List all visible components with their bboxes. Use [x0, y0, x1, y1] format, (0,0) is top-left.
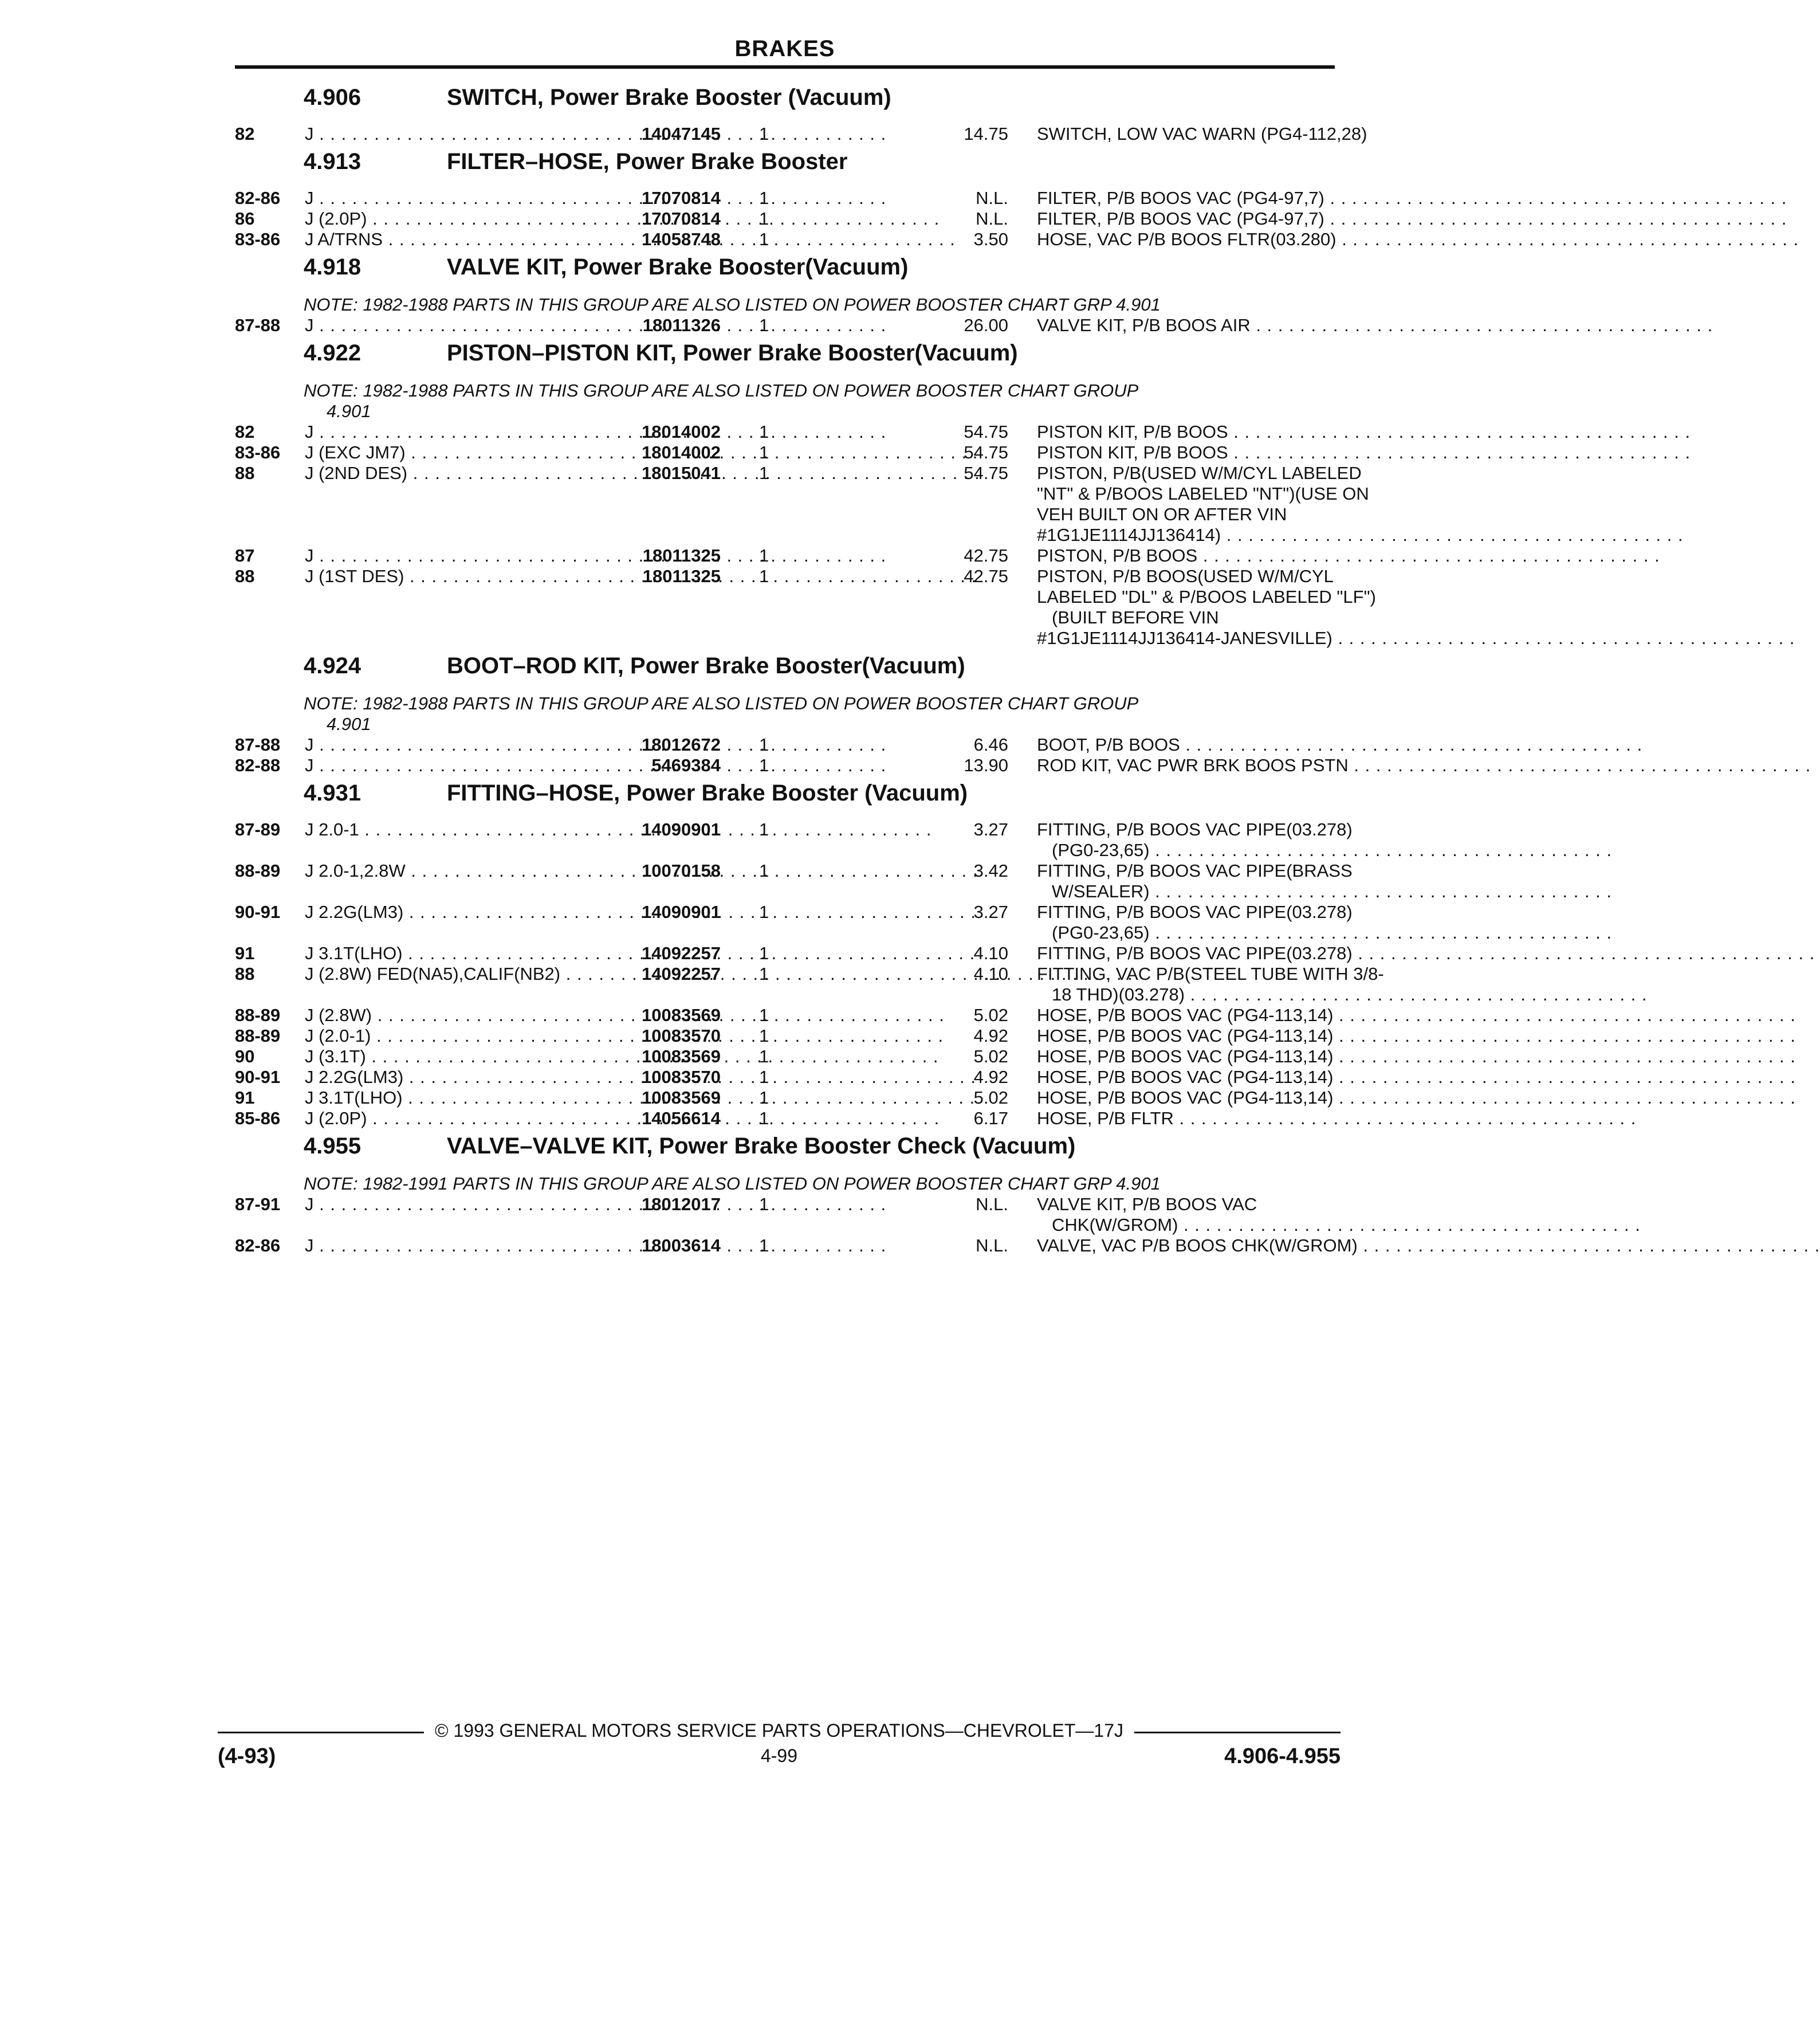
model-years: 90 [235, 1046, 255, 1066]
description-line: HOSE, P/B BOOS VAC (PG4-113,14) . . . [1037, 1088, 1335, 1108]
application: J (3.1T) . . . [305, 1046, 620, 1067]
model-years: 87-88 [235, 315, 281, 335]
description-line: FITTING, P/B BOOS VAC PIPE(03.278) . . . [1037, 943, 1335, 964]
model-years: 82 [235, 422, 255, 442]
application: J . . . [305, 735, 620, 755]
part-description [1037, 1108, 1335, 1129]
part-row [235, 1088, 1335, 1108]
note-line: NOTE: 1982-1988 PARTS IN THIS GROUP ARE ALSO LISTED ON POWER BOOSTER CHART GROUP [304, 693, 1139, 713]
model-years: 88-89 [235, 1026, 281, 1046]
price: 4.92 [973, 1067, 1008, 1087]
part-row [235, 442, 1335, 463]
note-line: 4.901 [327, 714, 371, 734]
section-heading [235, 80, 1335, 124]
application: J (EXC JM7) . . . [305, 442, 620, 463]
part-number: 14047145 [642, 124, 721, 144]
part-row [235, 1235, 1358, 1256]
page-footer [218, 1719, 1341, 1773]
group-number: 4.955 [304, 1133, 361, 1159]
part-description [1037, 315, 1335, 336]
part-description [1037, 1026, 1335, 1046]
quantity: 1 [759, 315, 769, 335]
application: J 3.1T(LHO) . . . [305, 1088, 620, 1108]
price: N.L. [976, 1194, 1008, 1214]
model-years: 86 [235, 209, 255, 229]
quantity: 1 [759, 1194, 769, 1214]
price: N.L. [976, 209, 1008, 229]
part-number: 10083569 [642, 1088, 721, 1108]
quantity: 1 [759, 1046, 769, 1066]
quantity: 1 [759, 566, 769, 586]
model-years: 87-91 [235, 1194, 281, 1214]
part-row [235, 1194, 1335, 1235]
part-number: 10083569 [642, 1046, 721, 1066]
quantity: 1 [759, 861, 769, 881]
description-line: (BUILT BEFORE VIN [1052, 607, 1219, 627]
application: J (2.0P) . . . [305, 209, 620, 229]
model-years: 87-88 [235, 735, 281, 755]
description-line: HOSE, P/B BOOS VAC (PG4-113,14) . . . [1037, 1067, 1335, 1088]
application: J (2.0P) . . . [305, 1108, 620, 1129]
part-number: 5469384 [651, 755, 721, 775]
price: 13.90 [964, 755, 1008, 775]
quantity: 1 [759, 1088, 769, 1108]
part-row [235, 209, 1335, 229]
footer-copyright-line [218, 1719, 1341, 1744]
description-line: PISTON, P/B BOOS . . . [1037, 546, 1335, 566]
part-row [235, 124, 1367, 144]
catalog-section [235, 776, 1384, 1129]
description-line: FITTING, P/B BOOS VAC PIPE(BRASS [1037, 861, 1353, 881]
price: 6.17 [973, 1108, 1008, 1128]
part-number: 14090901 [642, 902, 721, 922]
model-years: 82-86 [235, 1235, 281, 1255]
quantity: 1 [759, 1235, 769, 1255]
part-row [235, 1067, 1335, 1088]
price: 5.02 [973, 1046, 1008, 1066]
model-years: 85-86 [235, 1108, 281, 1128]
description-line: W/SEALER) . . . [1037, 881, 1335, 902]
group-number: 4.906 [304, 85, 361, 110]
part-row [235, 422, 1335, 442]
part-description [1037, 819, 1353, 861]
price: 54.75 [964, 422, 1008, 442]
part-description [1037, 1088, 1335, 1108]
quantity: 1 [759, 964, 769, 984]
price: 42.75 [964, 566, 1008, 586]
application: J A/TRNS . . . [305, 229, 620, 250]
model-years: 88-89 [235, 1005, 281, 1025]
description-line: HOSE, P/B FLTR . . . [1037, 1108, 1335, 1129]
quantity: 1 [759, 229, 769, 249]
quantity: 1 [759, 755, 769, 775]
parts-catalog [235, 80, 1384, 1256]
application: J . . . [305, 1194, 620, 1215]
part-description [1037, 964, 1384, 1005]
price: 42.75 [964, 546, 1008, 566]
application: J . . . [305, 422, 620, 442]
part-row [235, 315, 1335, 336]
group-number: 4.913 [304, 149, 361, 174]
quantity: 1 [759, 442, 769, 462]
section-heading [235, 144, 1335, 188]
note-line: NOTE: 1982-1988 PARTS IN THIS GROUP ARE ALSO LISTED ON POWER BOOSTER CHART GROUP [304, 380, 1139, 401]
application: J 2.0-1,2.8W . . . [305, 861, 620, 881]
note-line: NOTE: 1982-1988 PARTS IN THIS GROUP ARE ALSO LISTED ON POWER BOOSTER CHART GRP 4.901 [304, 295, 1161, 315]
part-description [1037, 1235, 1358, 1256]
description-line: FILTER, P/B BOOS VAC (PG4-97,7) . . . [1037, 188, 1335, 209]
quantity: 1 [759, 422, 769, 442]
description-line: FITTING, VAC P/B(STEEL TUBE WITH 3/8- [1037, 964, 1384, 984]
part-description [1037, 1194, 1335, 1235]
application: J (2.8W) FED(NA5),CALIF(NB2) . . . [305, 964, 620, 984]
part-description [1037, 124, 1367, 144]
application: J . . . [305, 1235, 620, 1256]
date-code: (4-93) [218, 1744, 276, 1768]
group-title: SWITCH, Power Brake Booster (Vacuum) [447, 85, 891, 110]
part-description [1037, 1067, 1335, 1088]
group-title: BOOT–ROD KIT, Power Brake Booster(Vacuum) [447, 653, 965, 678]
description-line: VALVE, VAC P/B BOOS CHK(W/GROM) . . . [1037, 1235, 1335, 1256]
description-line: 18 THD)(03.278) . . . [1037, 984, 1335, 1005]
price: 5.02 [973, 1005, 1008, 1025]
part-number: 14056614 [642, 1108, 721, 1128]
part-number: 14058748 [642, 229, 721, 249]
group-title: PISTON–PISTON KIT, Power Brake Booster(Vacuum) [447, 340, 1018, 366]
section-note [304, 293, 1335, 315]
application: J 2.2G(LM3) . . . [305, 902, 620, 923]
quantity: 1 [759, 463, 769, 483]
part-number: 18003614 [642, 1235, 721, 1255]
application: J . . . [305, 755, 620, 776]
group-number: 4.922 [304, 340, 361, 366]
section-note [304, 1172, 1335, 1194]
catalog-section [235, 1129, 1358, 1256]
description-line: HOSE, P/B BOOS VAC (PG4-113,14) . . . [1037, 1046, 1335, 1067]
quantity: 1 [759, 735, 769, 755]
price: 3.50 [973, 229, 1008, 249]
part-row [235, 188, 1335, 209]
group-number: 4.924 [304, 653, 361, 678]
application: J (2ND DES) . . . [305, 463, 620, 484]
part-row [235, 943, 1353, 964]
part-number: 18011325 [642, 566, 721, 586]
section-heading [235, 250, 1335, 293]
copyright-notice: © 1993 GENERAL MOTORS SERVICE PARTS OPERATIONS—CHEVROLET—17J [435, 1720, 1123, 1741]
part-number: 10083570 [642, 1067, 721, 1087]
catalog-section [235, 80, 1367, 144]
group-title: VALVE–VALVE KIT, Power Brake Booster Check (Vacuum) [447, 1133, 1076, 1159]
part-number: 18015041 [642, 463, 721, 483]
note-line: NOTE: 1982-1991 PARTS IN THIS GROUP ARE ALSO LISTED ON POWER BOOSTER CHART GRP 4.901 [304, 1174, 1161, 1194]
quantity: 1 [759, 188, 769, 208]
description-line: SWITCH, LOW VAC WARN (PG4-112,28) [1037, 124, 1367, 144]
model-years: 83-86 [235, 229, 281, 249]
part-description [1037, 422, 1335, 442]
part-description [1037, 442, 1335, 463]
price: 54.75 [964, 463, 1008, 483]
page-title: BRAKES [734, 36, 835, 61]
application: J . . . [305, 315, 620, 336]
quantity: 1 [759, 1108, 769, 1128]
catalog-section [235, 649, 1349, 776]
catalog-section [235, 336, 1376, 649]
part-row [235, 1026, 1335, 1046]
price: 4.10 [973, 964, 1008, 984]
description-line: VEH BUILT ON OR AFTER VIN [1037, 504, 1287, 524]
description-line: HOSE, P/B BOOS VAC (PG4-113,14) . . . [1037, 1026, 1335, 1046]
section-note [304, 692, 1335, 735]
price: 54.75 [964, 442, 1008, 462]
quantity: 1 [759, 819, 769, 839]
model-years: 88-89 [235, 861, 281, 881]
footer-rule-right [1134, 1732, 1341, 1733]
description-line: CHK(W/GROM) . . . [1037, 1215, 1335, 1235]
part-row [235, 546, 1335, 566]
description-line: (PG0-23,65) . . . [1037, 840, 1335, 861]
description-line: HOSE, VAC P/B BOOS FLTR(03.280) . . . [1037, 229, 1335, 250]
description-line: LABELED "DL" & P/BOOS LABELED "LF") [1037, 587, 1376, 607]
part-number: 10083569 [642, 1005, 721, 1025]
application: J 2.2G(LM3) . . . [305, 1067, 620, 1088]
group-range: 4.906-4.955 [1224, 1744, 1341, 1768]
description-line: BOOT, P/B BOOS . . . [1037, 735, 1335, 755]
application: J (2.8W) . . . [305, 1005, 620, 1026]
part-row [235, 902, 1353, 943]
page-header [235, 34, 1335, 69]
quantity: 1 [759, 1005, 769, 1025]
header-rule [235, 65, 1335, 69]
part-row [235, 1046, 1335, 1067]
application: J . . . [305, 546, 620, 566]
page-number: 4-99 [760, 1745, 798, 1766]
part-description [1037, 546, 1335, 566]
part-number: 18014002 [642, 422, 721, 442]
price: 3.27 [973, 902, 1008, 922]
description-line: VALVE KIT, P/B BOOS AIR . . . [1037, 315, 1335, 336]
description-line: PISTON, P/B(USED W/M/CYL LABELED [1037, 463, 1362, 483]
quantity: 1 [759, 943, 769, 963]
part-number: 10070158 [642, 861, 721, 881]
quantity: 1 [759, 124, 769, 144]
model-years: 82-86 [235, 188, 281, 208]
description-line: #1G1JE1114JJ136414-JANESVILLE) . . . [1037, 628, 1335, 649]
quantity: 1 [759, 902, 769, 922]
footer-bottom [218, 1744, 1341, 1773]
price: 3.27 [973, 819, 1008, 839]
price: 4.10 [973, 943, 1008, 963]
part-description [1037, 861, 1353, 902]
part-number: 14090901 [642, 819, 721, 839]
description-line: PISTON, P/B BOOS(USED W/M/CYL [1037, 566, 1334, 586]
part-description [1037, 943, 1353, 964]
part-number: 17070814 [642, 209, 721, 229]
part-number: 17070814 [642, 188, 721, 208]
part-row [235, 463, 1369, 546]
note-line: 4.901 [327, 401, 371, 421]
description-line: (PG0-23,65) . . . [1037, 923, 1335, 943]
price: 5.02 [973, 1088, 1008, 1108]
group-number: 4.918 [304, 254, 361, 280]
catalog-section [235, 250, 1335, 336]
description-line: VALVE KIT, P/B BOOS VAC [1037, 1194, 1257, 1214]
model-years: 82-88 [235, 755, 281, 775]
section-heading [235, 1129, 1335, 1172]
part-description [1037, 1005, 1335, 1026]
part-row [235, 735, 1335, 755]
model-years: 83-86 [235, 442, 281, 462]
group-title: FITTING–HOSE, Power Brake Booster (Vacuum) [447, 780, 968, 806]
group-title: FILTER–HOSE, Power Brake Booster [447, 149, 848, 174]
model-years: 88 [235, 964, 255, 984]
description-line: PISTON KIT, P/B BOOS . . . [1037, 422, 1335, 442]
section-heading [235, 649, 1335, 692]
part-row [235, 861, 1353, 902]
part-number: 14092257 [642, 943, 721, 963]
model-years: 90-91 [235, 902, 281, 922]
part-number: 14092257 [642, 964, 721, 984]
part-row [235, 819, 1353, 861]
part-description [1037, 463, 1369, 546]
part-row [235, 1005, 1335, 1026]
part-number: 10083570 [642, 1026, 721, 1046]
model-years: 88 [235, 566, 255, 586]
application: J (2.0-1) . . . [305, 1026, 620, 1046]
quantity: 1 [759, 209, 769, 229]
part-row [235, 964, 1384, 1005]
part-description [1037, 902, 1353, 943]
price: 6.46 [973, 735, 1008, 755]
part-number: 18014002 [642, 442, 721, 462]
part-description [1037, 188, 1335, 209]
description-line: HOSE, P/B BOOS VAC (PG4-113,14) . . . [1037, 1005, 1335, 1026]
application: J 3.1T(LHO) . . . [305, 943, 620, 964]
part-description [1037, 229, 1335, 250]
quantity: 1 [759, 546, 769, 566]
model-years: 91 [235, 943, 255, 963]
price: 4.92 [973, 1026, 1008, 1046]
price: 14.75 [964, 124, 1008, 144]
part-number: 18012672 [642, 735, 721, 755]
model-years: 88 [235, 463, 255, 483]
description-line: PISTON KIT, P/B BOOS . . . [1037, 442, 1335, 463]
price: 26.00 [964, 315, 1008, 335]
part-description [1037, 755, 1349, 776]
model-years: 87 [235, 546, 255, 566]
section-note [304, 379, 1335, 422]
part-number: 18011326 [642, 315, 721, 335]
catalog-section [235, 144, 1335, 250]
section-heading [235, 776, 1335, 819]
group-number: 4.931 [304, 780, 361, 806]
model-years: 91 [235, 1088, 255, 1108]
application: J . . . [305, 124, 620, 144]
model-years: 87-89 [235, 819, 281, 839]
quantity: 1 [759, 1026, 769, 1046]
model-years: 90-91 [235, 1067, 281, 1087]
part-row [235, 566, 1376, 649]
description-line: FILTER, P/B BOOS VAC (PG4-97,7) . . . [1037, 209, 1335, 229]
application: J 2.0-1 . . . [305, 819, 620, 840]
section-heading [235, 336, 1335, 379]
application: J . . . [305, 188, 620, 209]
application: J (1ST DES) . . . [305, 566, 620, 587]
model-years: 82 [235, 124, 255, 144]
part-description [1037, 566, 1376, 649]
part-number: 18011325 [642, 546, 721, 566]
price: N.L. [976, 188, 1008, 208]
part-description [1037, 209, 1335, 229]
part-row [235, 1108, 1335, 1129]
description-line: ROD KIT, VAC PWR BRK BOOS PSTN . . . [1037, 755, 1335, 776]
description-line: FITTING, P/B BOOS VAC PIPE(03.278) [1037, 819, 1353, 839]
part-description [1037, 735, 1335, 755]
part-number: 18012017 [642, 1194, 721, 1214]
price: N.L. [976, 1235, 1008, 1255]
part-description [1037, 1046, 1335, 1067]
description-line: FITTING, P/B BOOS VAC PIPE(03.278) [1037, 902, 1353, 922]
part-row [235, 755, 1349, 776]
description-line: #1G1JE1114JJ136414) . . . [1037, 525, 1335, 546]
part-row [235, 229, 1335, 250]
price: 3.42 [973, 861, 1008, 881]
group-title: VALVE KIT, Power Brake Booster(Vacuum) [447, 254, 909, 280]
quantity: 1 [759, 1067, 769, 1087]
description-line: "NT" & P/BOOS LABELED "NT")(USE ON [1037, 484, 1369, 504]
footer-rule-left [218, 1732, 424, 1733]
